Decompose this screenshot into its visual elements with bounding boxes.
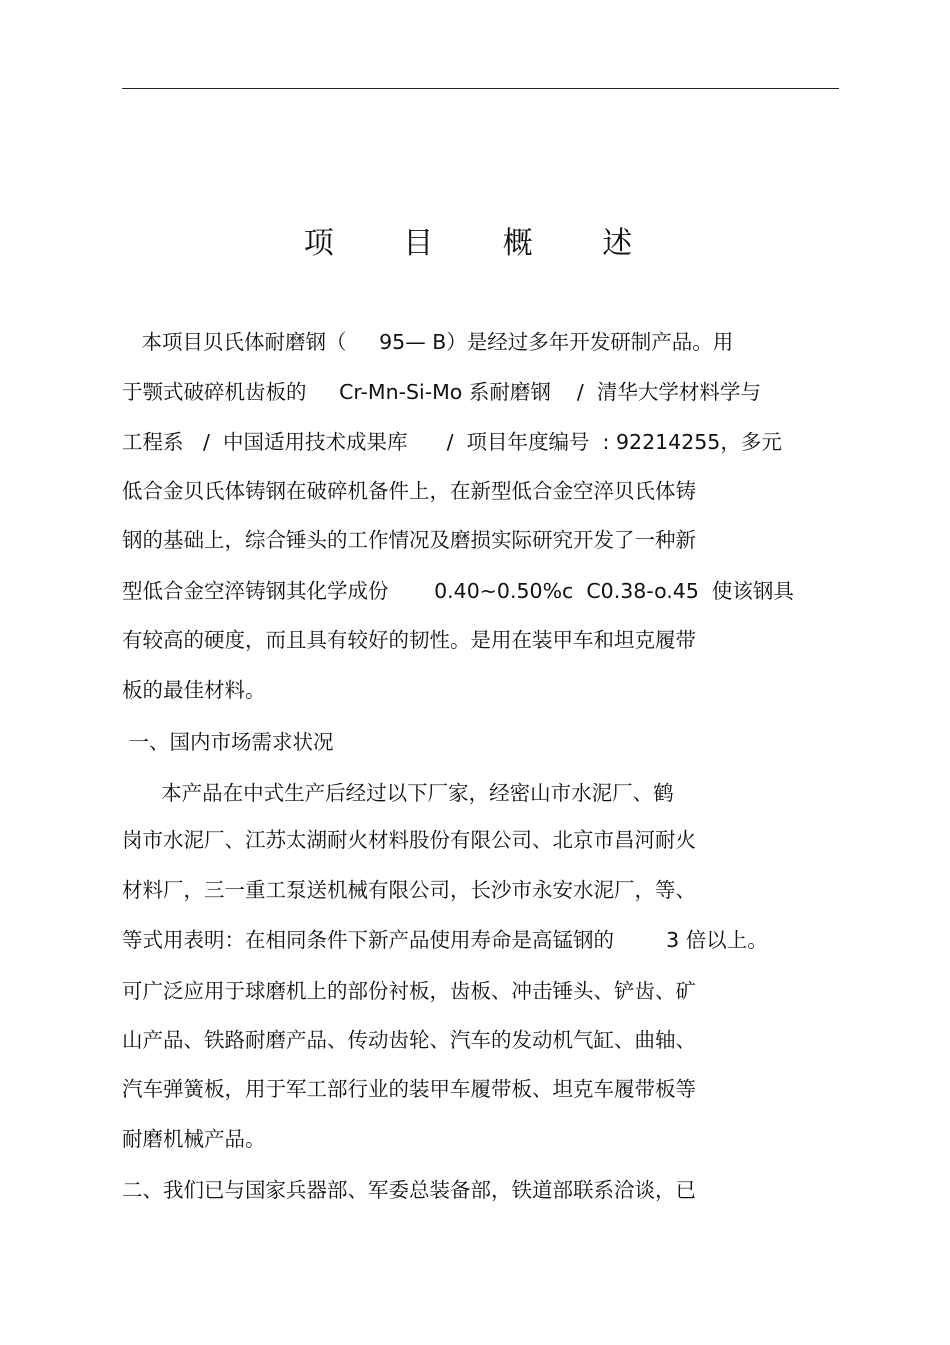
body-line: 汽车弹簧板，用于军工部行业的装甲车履带板、坦克车履带板等 bbox=[122, 1077, 696, 1101]
body-line: 有较高的硬度，而且具有较好的韧性。是用在装甲车和坦克履带 bbox=[122, 628, 696, 652]
section-heading: 一、国内市场需求状况 bbox=[122, 730, 334, 754]
body-line: 可广泛应用于球磨机上的部份衬板，齿板、冲击锤头、铲齿、矿 bbox=[122, 979, 696, 1003]
body-line: 等式用表明：在相同条件下新产品使用寿命是高锰钢的 3 倍以上。 bbox=[122, 928, 768, 952]
body-line: 材料厂，三一重工泵送机械有限公司，长沙市永安水泥厂，等、 bbox=[122, 878, 696, 902]
body-line: 板的最佳材料。 bbox=[122, 678, 266, 702]
page-title: 项 目 概 述 bbox=[303, 226, 663, 261]
body-line: 工程系 / 中国适用技术成果库 / 项目年度编号 : 92214255，多元 bbox=[122, 430, 782, 454]
body-line: 耐磨机械产品。 bbox=[122, 1127, 266, 1151]
body-line: 山产品、铁路耐磨产品、传动齿轮、汽车的发动机气缸、曲轴、 bbox=[122, 1028, 696, 1052]
section-heading: 二、我们已与国家兵器部、军委总装备部，铁道部联系洽谈，已 bbox=[122, 1178, 696, 1202]
body-line: 低合金贝氏体铸钢在破碎机备件上，在新型低合金空淬贝氏体铸 bbox=[122, 479, 696, 503]
body-line: 本产品在中式生产后经过以下厂家，经密山市水泥厂、鹤 bbox=[122, 781, 674, 805]
body-line: 本项目贝氏体耐磨钢（ 95— B）是经过多年开发研制产品。用 bbox=[122, 330, 734, 354]
header-rule bbox=[122, 88, 839, 89]
body-line: 钢的基础上，综合锤头的工作情况及磨损实际研究开发了一种新 bbox=[122, 528, 696, 552]
body-line: 岗市水泥厂、江苏太湖耐火材料股份有限公司、北京市昌河耐火 bbox=[122, 828, 696, 852]
body-line: 于颚式破碎机齿板的 Cr-Mn-Si-Mo 系耐磨钢 / 清华大学材料学与 bbox=[122, 380, 761, 404]
body-line: 型低合金空淬铸钢其化学成份 0.40~0.50%c C0.38-o.45 使该钢具 bbox=[122, 579, 794, 603]
